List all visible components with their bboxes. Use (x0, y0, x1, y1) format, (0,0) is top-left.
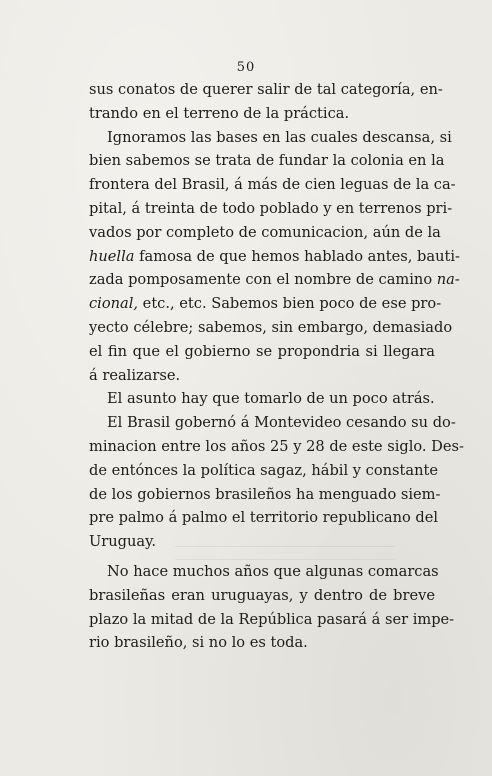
text-line: pital, á treinta de todo poblado y en terrenos pri- (89, 199, 453, 217)
text-line: Uruguay. (89, 533, 157, 551)
text-line: de entónces la política sagaz, hábil y constante (89, 461, 438, 479)
text-line (89, 292, 442, 316)
text-line: á realizarse. (89, 366, 181, 384)
text-line: yecto célebre; sabemos, sin embargo, demasiado (89, 318, 453, 336)
text-line (89, 245, 460, 269)
text-line: Ignoramos las bases en las cuales descansa, si (107, 128, 452, 146)
text-line: rio brasileño, si no lo es toda. (89, 634, 308, 652)
show-through-print (175, 546, 395, 560)
page-number: 50 (236, 60, 256, 75)
italic-word-nacional-start: na- (436, 271, 460, 289)
text-line: No hace muchos años que algunas comarcas (107, 562, 439, 580)
text-line: pre palmo á palmo el territorio republicano del (89, 509, 439, 527)
text-line (89, 268, 460, 292)
text-line: vados por completo de comunicacion, aún de la (89, 223, 441, 241)
text-line: plazo la mitad de la República pasará á ser impe- (89, 610, 455, 628)
text-fragment: zada pomposamente con el nombre de camino (89, 271, 437, 289)
text-line: trando en el terreno de la práctica. (89, 104, 350, 122)
text-line: el fin que el gobierno se propondria si llegara (89, 342, 435, 360)
text-line: de los gobiernos brasileños ha menguado siem- (89, 485, 441, 503)
text-line: bien sabemos se trata de fundar la colonia en la (89, 152, 445, 170)
italic-word-huella: huella (89, 247, 135, 265)
text-line: frontera del Brasil, á más de cien leguas de la ca- (89, 176, 456, 194)
text-fragment: etc., etc. Sabemos bien poco de ese pro- (138, 295, 442, 313)
body-text (89, 78, 464, 655)
italic-word-nacional-end: cional, (89, 295, 139, 313)
text-line: minacion entre los años 25 y 28 de este siglo. Des- (89, 437, 464, 455)
text-line: sus conatos de querer salir de tal categoría, en- (89, 81, 443, 98)
text-line: brasileñas eran uruguayas, y dentro de breve (89, 586, 435, 604)
text-line: El asunto hay que tomarlo de un poco atrás. (107, 390, 435, 408)
text-fragment: famosa de que hemos hablado antes, bauti- (134, 247, 460, 265)
text-line: El Brasil gobernó á Montevideo cesando su do- (107, 414, 456, 432)
